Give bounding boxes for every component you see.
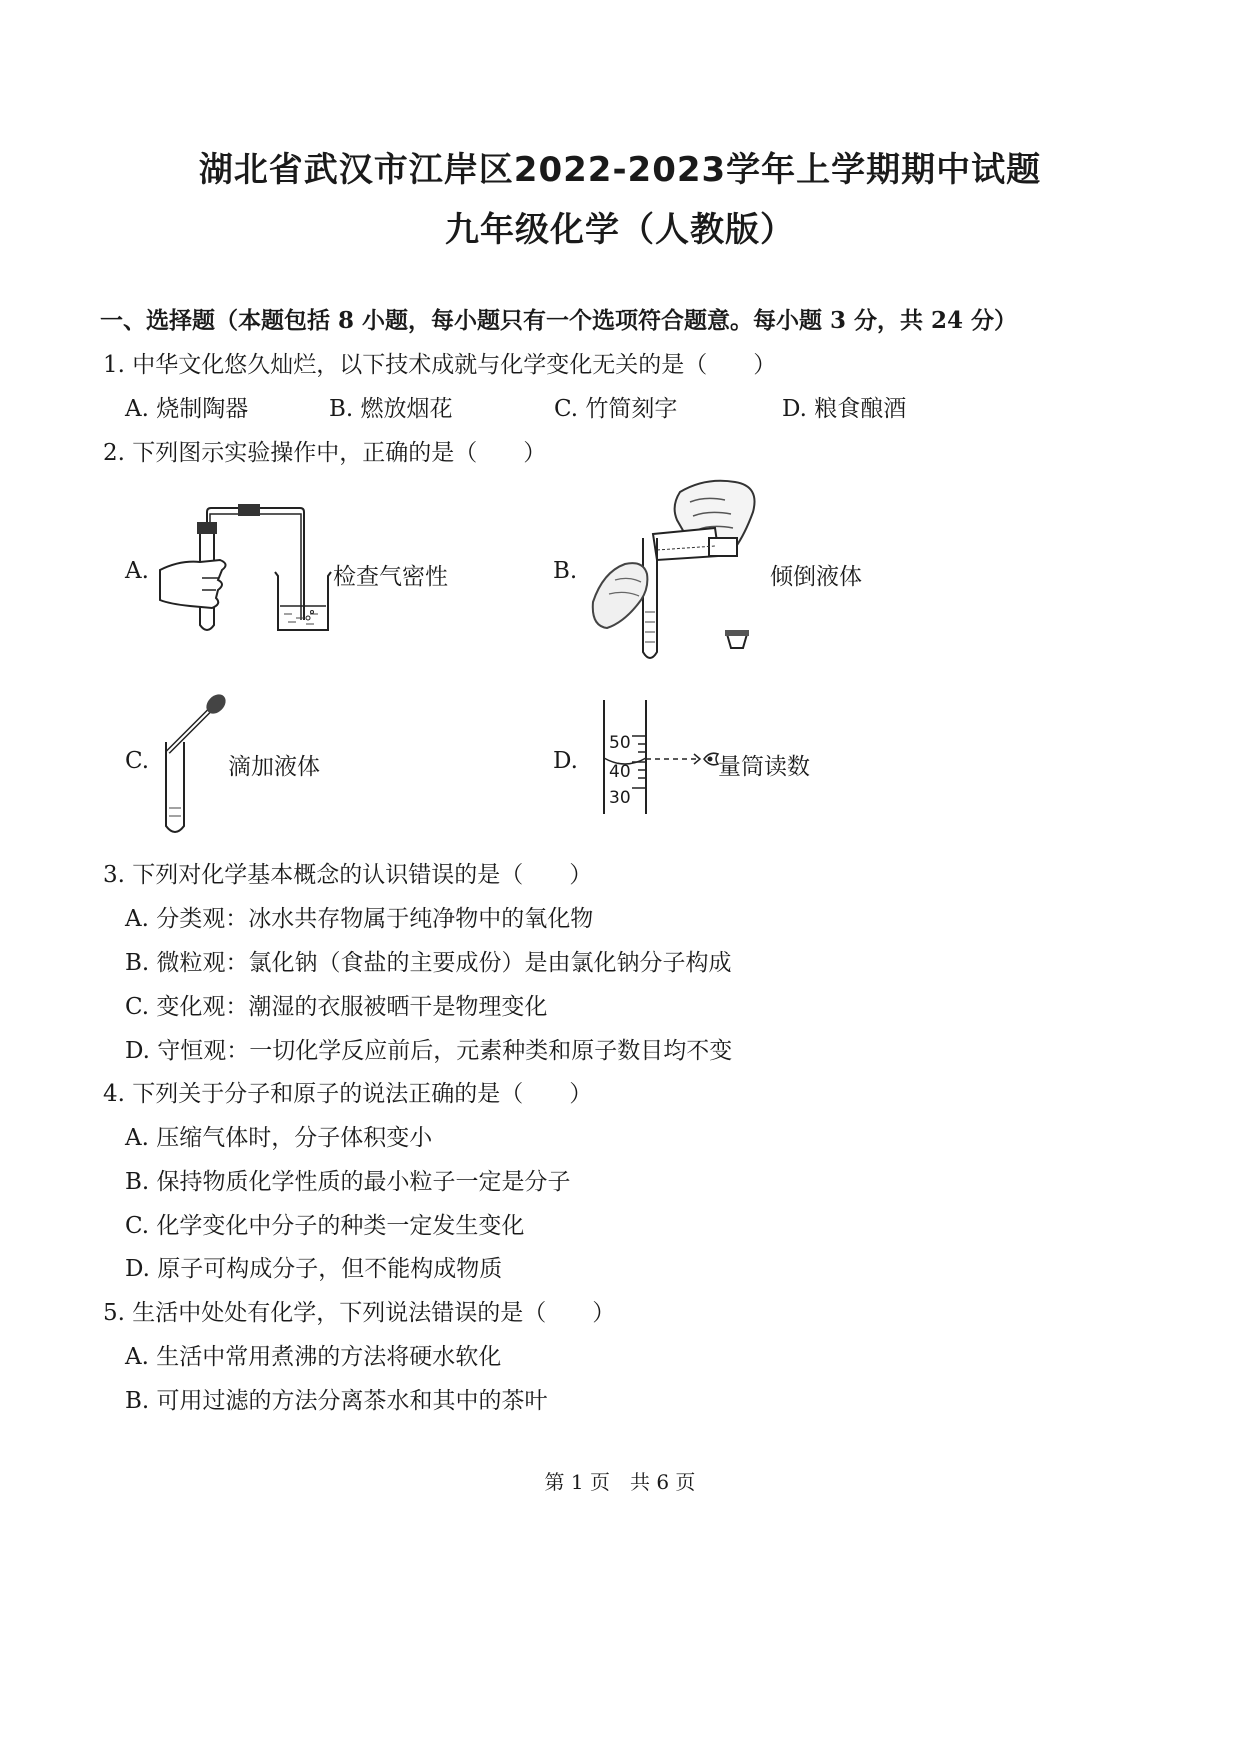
figure-a-caption: 检查气密性 (333, 564, 448, 590)
cylinder-tick-40: 40 (609, 762, 631, 782)
question-5-stem: 5. 生活中处处有化学，下列说法错误的是（ ） (103, 1300, 616, 1326)
question-1-stem: 1. 中华文化悠久灿烂，以下技术成就与化学变化无关的是（ ） (103, 352, 777, 378)
question-4-option-d: D. 原子可构成分子，但不能构成物质 (125, 1256, 503, 1282)
question-1-option-c: C. 竹简刻字 (554, 396, 678, 422)
question-4-option-c: C. 化学变化中分子的种类一定发生变化 (125, 1213, 525, 1239)
question-3-option-b: B. 微粒观：氯化钠（食盐的主要成份）是由氯化钠分子构成 (125, 950, 732, 976)
cylinder-tick-50: 50 (609, 733, 631, 753)
figure-a-letter: A. (125, 558, 149, 584)
question-4-option-b: B. 保持物质化学性质的最小粒子一定是分子 (125, 1169, 571, 1195)
airtightness-check-icon (150, 500, 340, 640)
section-heading: 一、选择题（本题包括 8 小题，每小题只有一个选项符合题意。每小题 3 分，共 24 分） (100, 307, 1018, 334)
question-1-option-b: B. 燃放烟花 (329, 396, 453, 422)
exam-title: 湖北省武汉市江岸区2022-2023学年上学期期中试题 (198, 150, 1042, 190)
pouring-liquid-icon (585, 472, 770, 667)
question-4-option-a: A. 压缩气体时，分子体积变小 (125, 1125, 433, 1151)
question-5-option-a: A. 生活中常用煮沸的方法将硬水软化 (125, 1344, 502, 1370)
exam-subtitle: 九年级化学（人教版） (445, 210, 795, 250)
figure-d-caption: 量筒读数 (718, 754, 810, 780)
question-1-option-a: A. 烧制陶器 (125, 396, 249, 422)
question-3-option-a: A. 分类观：冰水共存物属于纯净物中的氧化物 (125, 906, 594, 932)
cylinder-tick-30: 30 (609, 788, 631, 808)
question-2-stem: 2. 下列图示实验操作中，正确的是（ ） (103, 440, 547, 466)
figure-c-caption: 滴加液体 (228, 754, 320, 780)
figure-c-letter: C. (125, 748, 150, 774)
figure-b-letter: B. (553, 558, 578, 584)
question-1-option-d: D. 粮食酿酒 (782, 396, 907, 422)
figure-b-caption: 倾倒液体 (770, 564, 862, 590)
question-3-option-c: C. 变化观：潮湿的衣服被晒干是物理变化 (125, 994, 548, 1020)
figure-d-letter: D. (553, 748, 578, 774)
question-4-stem: 4. 下列关于分子和原子的说法正确的是（ ） (103, 1081, 593, 1107)
page-number: 第 1 页 共 6 页 (544, 1470, 696, 1494)
question-3-stem: 3. 下列对化学基本概念的认识错误的是（ ） (103, 862, 593, 888)
question-5-option-b: B. 可用过滤的方法分离茶水和其中的茶叶 (125, 1388, 548, 1414)
question-3-option-d: D. 守恒观：一切化学反应前后，元素种类和原子数目均不变 (125, 1038, 733, 1064)
